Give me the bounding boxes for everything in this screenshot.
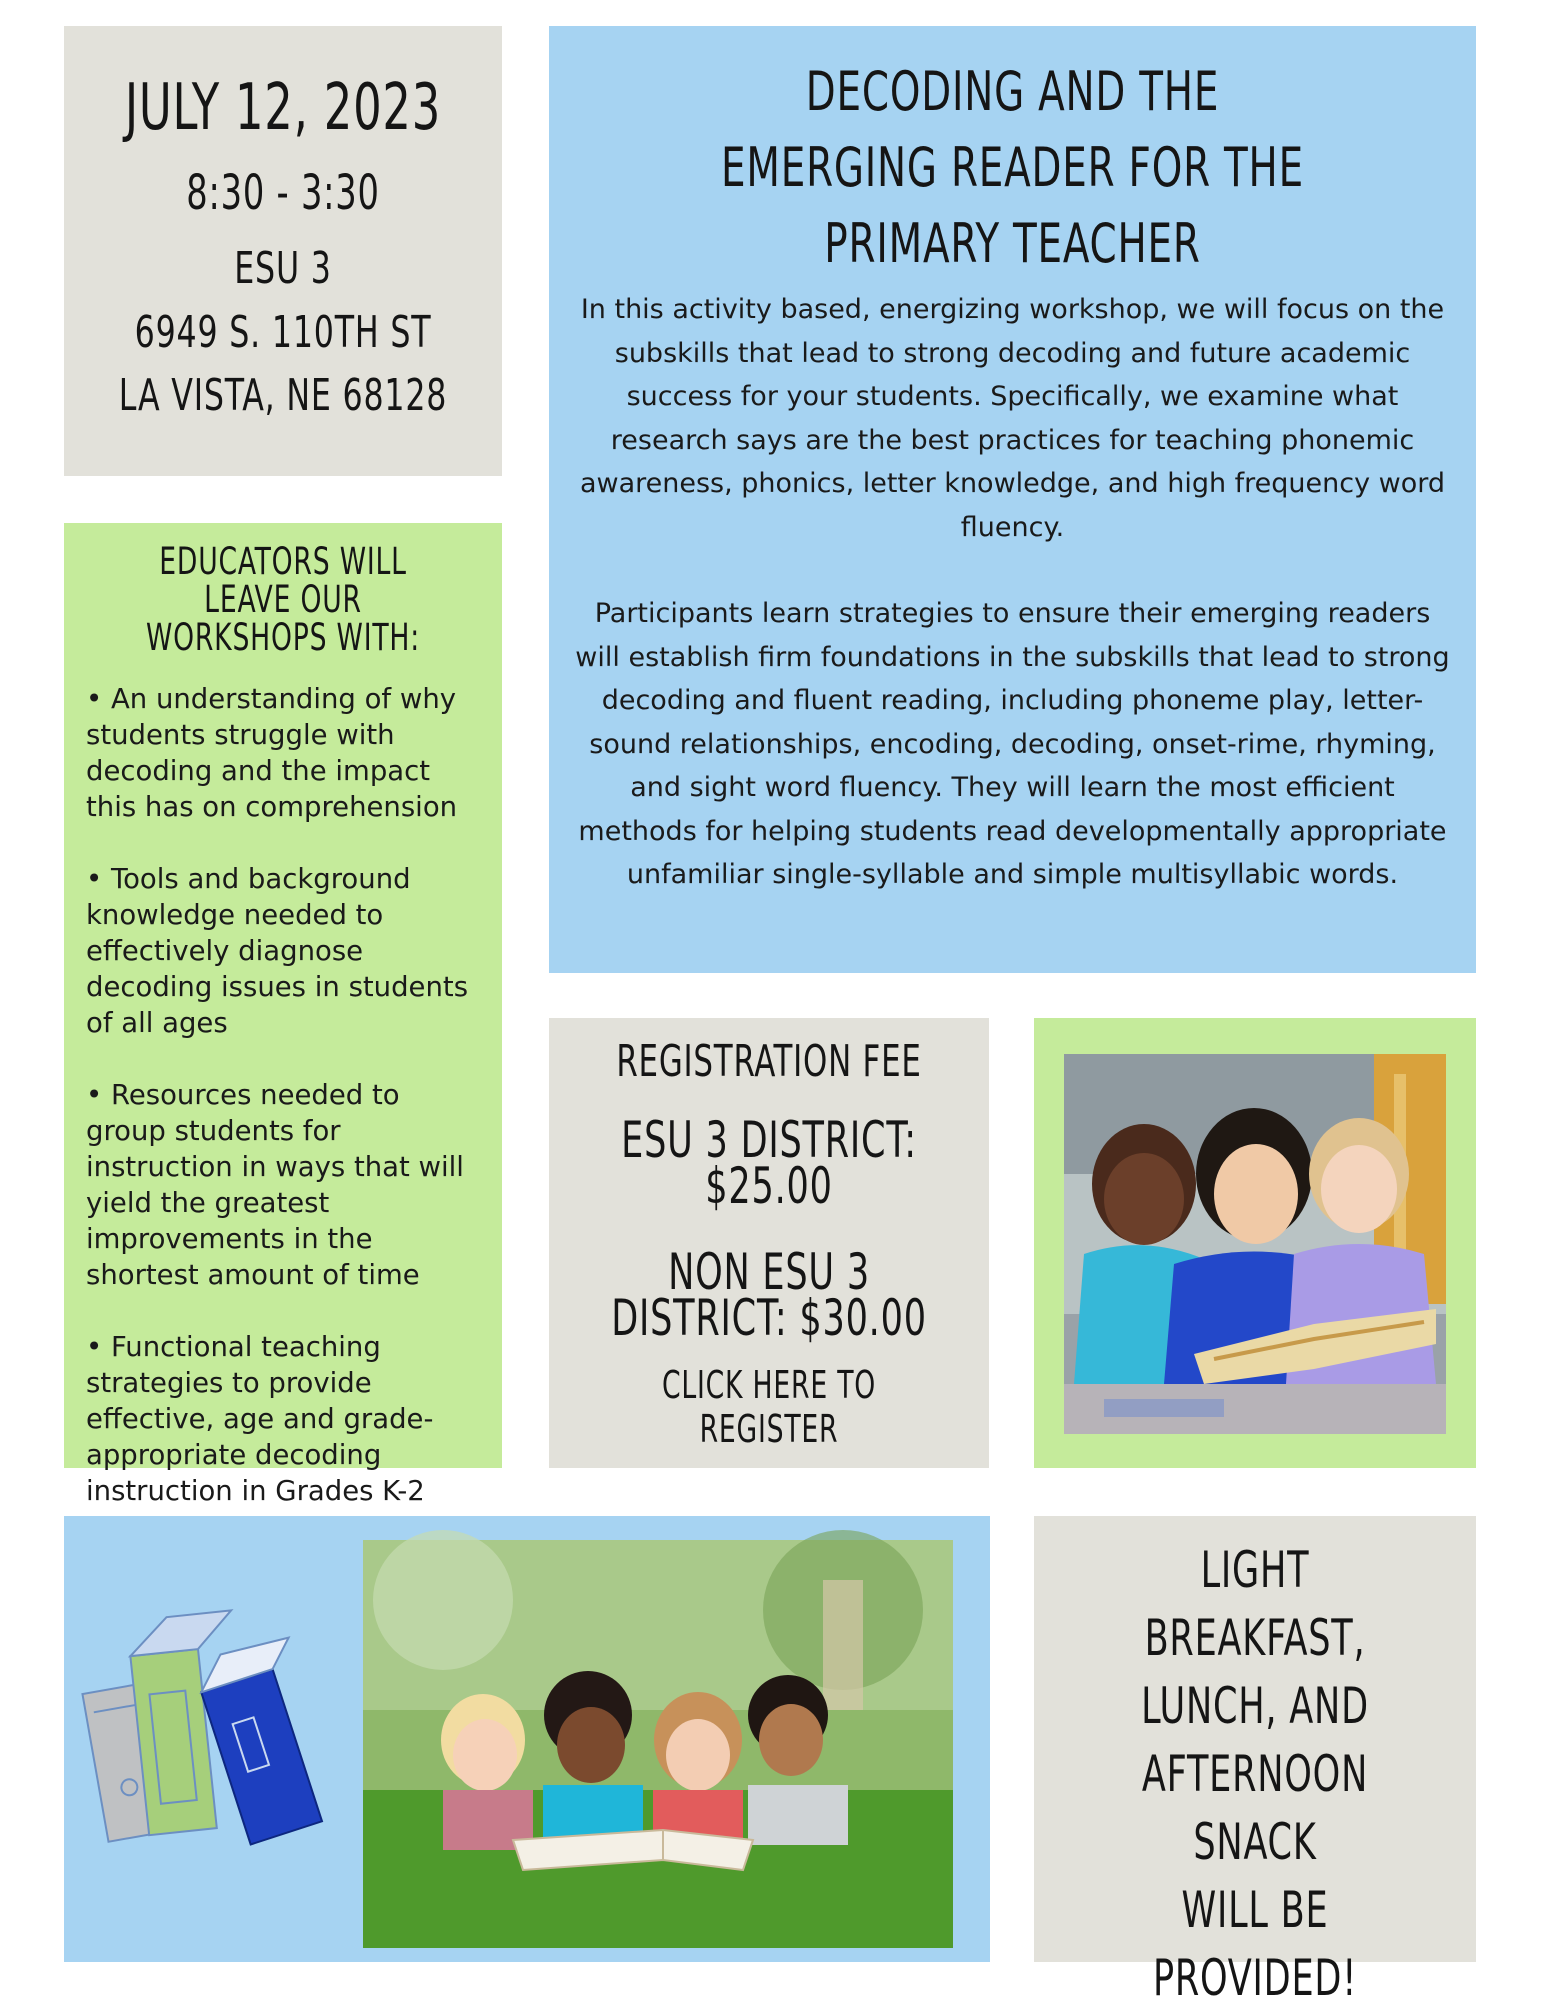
takeaways-panel [64,523,502,1507]
registration-heading: REGISTRATION FEE [616,1036,922,1087]
workshop-description-panel [549,26,1476,973]
street-address: 6949 S. 110TH ST [134,306,432,358]
food-line: PROVIDED! [1152,1949,1358,2007]
food-line: LUNCH, AND [1141,1677,1369,1735]
workshop-body [549,288,1476,897]
books-illustration [84,1596,324,1850]
children-on-grass-photo [363,1540,953,1948]
register-link[interactable]: CLICK HERE TO REGISTER [661,1363,877,1451]
takeaways-list [86,681,480,1509]
city-address: LA VISTA, NE 68128 [118,370,448,422]
registration-panel [549,1018,989,1468]
event-address [108,237,458,428]
food-line: AFTERNOON SNACK [1141,1745,1369,1871]
district-fee: ESU 3 DISTRICT: $25.00 [621,1111,917,1215]
venue-name: ESU 3 [234,242,332,294]
list-item: • Resources needed to group students for instruction in ways that will yield the greatest improvements in the shortest amount of time [86,1079,464,1291]
list-item: • Tools and background knowledge needed to effectively diagnose decoding issues in students of all ages [86,863,469,1039]
food-line: LIGHT [1200,1541,1310,1599]
food-line: WILL BE [1181,1881,1329,1939]
workshop-title [642,54,1384,282]
non-district-fee: NON ESU 3 DISTRICT: $30.00 [611,1243,927,1347]
title-line: DECODING AND THE [805,60,1220,123]
children-reading-photo [1064,1054,1446,1434]
food-line: BREAKFAST, [1144,1609,1366,1667]
photo-panel [1034,1018,1476,1468]
list-item: • Functional teaching strategies to provide effective, age and grade-appropriate decoding instruction in Grades K-2 [86,1331,434,1507]
books-panel [64,1516,990,1962]
list-item: • An understanding of why students struggle with decoding and the impact this has on comprehension [86,683,458,823]
description-paragraph: Participants learn strategies to ensure their emerging readers will establish firm foundations in the subskills that lead to strong decoding and fluent reading, including phoneme play, letter-sound relationships, encoding, decoding, onset-rime, rhyming, and sight word fluency. They will learn the most efficient methods for helping students read developmentally appropriate unfamiliar single-syllable and simple multisyllabic words. [575,598,1450,890]
event-date: JULY 12, 2023 [124,71,442,145]
title-line: PRIMARY TEACHER [824,212,1201,275]
food-panel [1034,1516,1476,2007]
description-paragraph: In this activity based, energizing workshop, we will focus on the subskills that lead to strong decoding and future academic success for your students. Specifically, we examine what research says are the best practices for teaching phonemic awareness, phonics, letter knowledge, and high frequency word fluency. [579,294,1446,543]
food-note [1083,1536,1428,2012]
event-info-panel [64,26,502,476]
takeaways-heading: EDUCATORS WILL LEAVE OUR WORKSHOPS WITH: [145,540,421,659]
title-line: EMERGING READER FOR THE [721,136,1304,199]
event-time: 8:30 - 3:30 [186,164,380,221]
